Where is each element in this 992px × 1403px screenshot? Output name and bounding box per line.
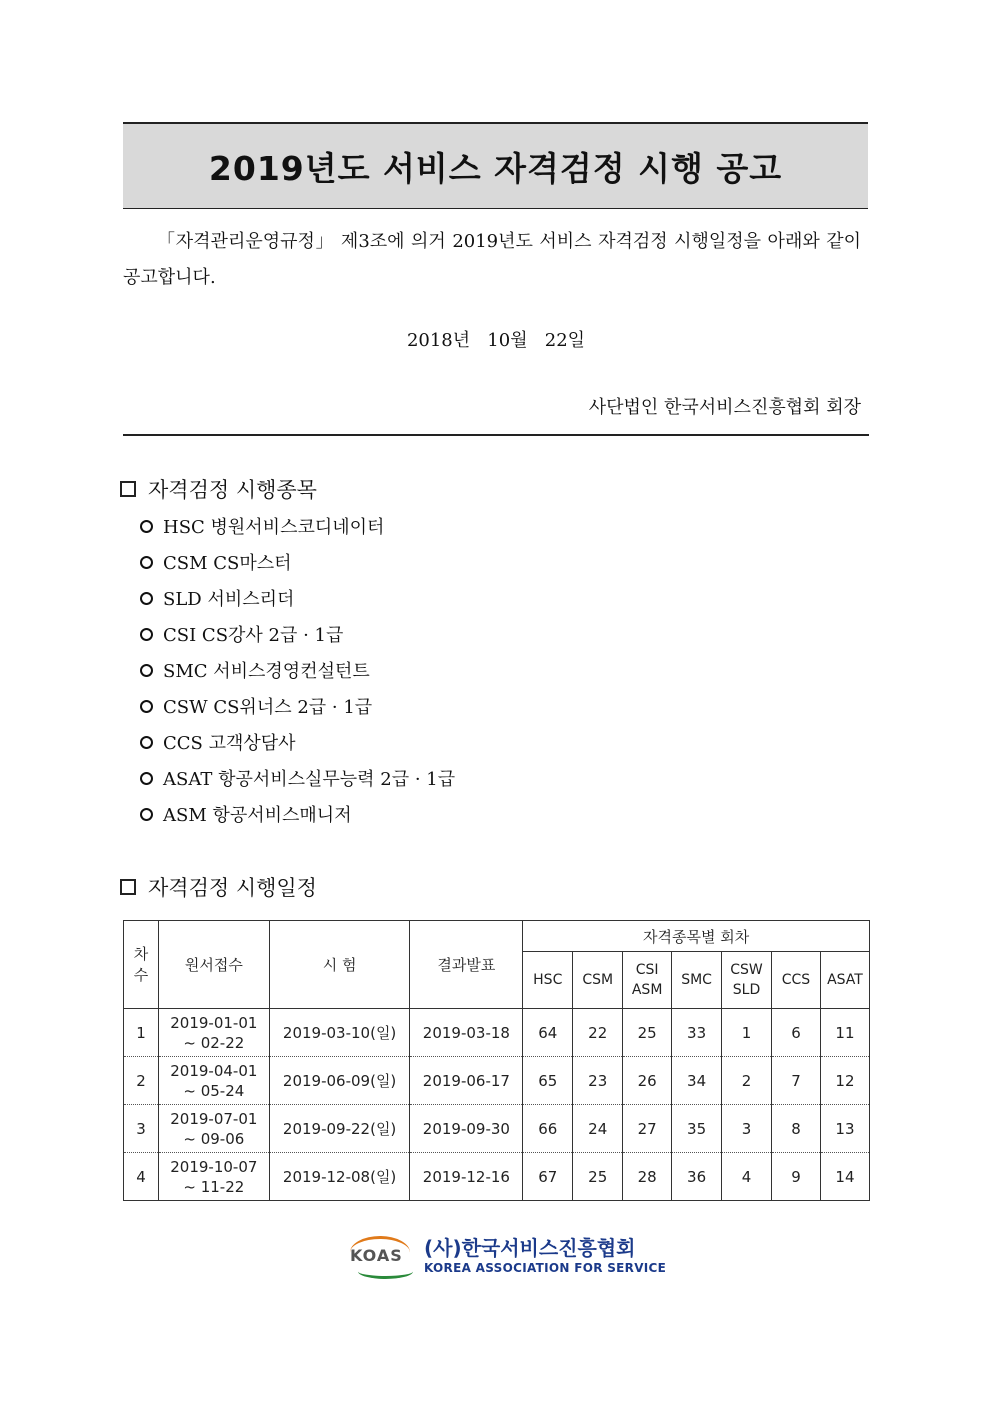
list-item: ASM 항공서비스매니저 — [140, 796, 455, 832]
circle-bullet-icon — [140, 592, 153, 605]
issuer: 사단법인 한국서비스진흥협회 회장 — [588, 397, 861, 418]
title-banner — [123, 122, 868, 209]
list-item: ASAT 항공서비스실무능력 2급 · 1급 — [140, 760, 455, 796]
list-item: CSW CS위너스 2급 · 1급 — [140, 688, 455, 724]
table-row: 3 2019-07-01 ~ 09-06 2019-09-22(일) 2019-09-30 66 24 27 35 3 8 13 — [124, 1105, 870, 1153]
table-row: 4 2019-10-07 ~ 11-22 2019-12-08(일) 2019-12-16 67 25 28 36 4 9 14 — [124, 1153, 870, 1201]
page-title: 2019년도 서비스 자격검정 시행 공고 — [208, 148, 783, 188]
header-group: 자격종목별 회차 — [523, 921, 870, 952]
header-csm: CSM — [573, 952, 623, 1009]
circle-bullet-icon — [140, 772, 153, 785]
intro-paragraph: 「자격관리운영규정」 제3조에 의거 2019년도 서비스 자격검정 시행일정을 아래와 같이 공고합니다. — [123, 231, 861, 288]
header-round: 차 수 — [124, 921, 159, 1009]
header-asat: ASAT — [820, 952, 869, 1009]
item-list — [140, 508, 455, 832]
header-ccs: CCS — [772, 952, 821, 1009]
header-hsc: HSC — [523, 952, 573, 1009]
list-item: CCS 고객상담사 — [140, 724, 455, 760]
list-item: SLD 서비스리더 — [140, 580, 455, 616]
circle-bullet-icon — [140, 808, 153, 821]
header-smc: SMC — [672, 952, 722, 1009]
table-row: 2 2019-04-01 ~ 05-24 2019-06-09(일) 2019-06-17 65 23 26 34 2 7 12 — [124, 1057, 870, 1105]
list-item: CSM CS마스터 — [140, 544, 455, 580]
table-row: 1 2019-01-01 ~ 02-22 2019-03-10(일) 2019-03-18 64 22 25 33 1 6 11 — [124, 1009, 870, 1057]
notice-date: 2018년 10월 22일 — [406, 330, 586, 351]
list-item: CSI CS강사 2급 · 1급 — [140, 616, 455, 652]
schedule-table — [123, 920, 870, 1201]
header-application: 원서접수 — [158, 921, 269, 1009]
list-item: SMC 서비스경영컨설턴트 — [140, 652, 455, 688]
koas-logo-icon: KOAS — [348, 1234, 418, 1274]
header-csw-sld: CSW SLD — [722, 952, 772, 1009]
divider — [123, 434, 869, 436]
square-bullet-icon — [120, 481, 136, 497]
section-heading-label: 자격검정 시행종목 — [148, 478, 317, 502]
header-result: 결과발표 — [410, 921, 523, 1009]
circle-bullet-icon — [140, 700, 153, 713]
header-csi-asm: CSI ASM — [623, 952, 672, 1009]
header-exam: 시 험 — [269, 921, 410, 1009]
association-logo — [348, 1232, 666, 1275]
section-heading-items — [120, 474, 317, 504]
square-bullet-icon — [120, 879, 136, 895]
logo-name-ko: (사)한국서비스진흥협회 — [424, 1236, 636, 1260]
circle-bullet-icon — [140, 664, 153, 677]
list-item: HSC 병원서비스코디네이터 — [140, 508, 455, 544]
circle-bullet-icon — [140, 736, 153, 749]
circle-bullet-icon — [140, 556, 153, 569]
circle-bullet-icon — [140, 520, 153, 533]
circle-bullet-icon — [140, 628, 153, 641]
logo-text — [424, 1232, 666, 1275]
section-heading-label: 자격검정 시행일정 — [148, 876, 317, 900]
section-heading-schedule — [120, 872, 317, 902]
logo-name-en: KOREA ASSOCIATION FOR SERVICE — [424, 1261, 667, 1275]
